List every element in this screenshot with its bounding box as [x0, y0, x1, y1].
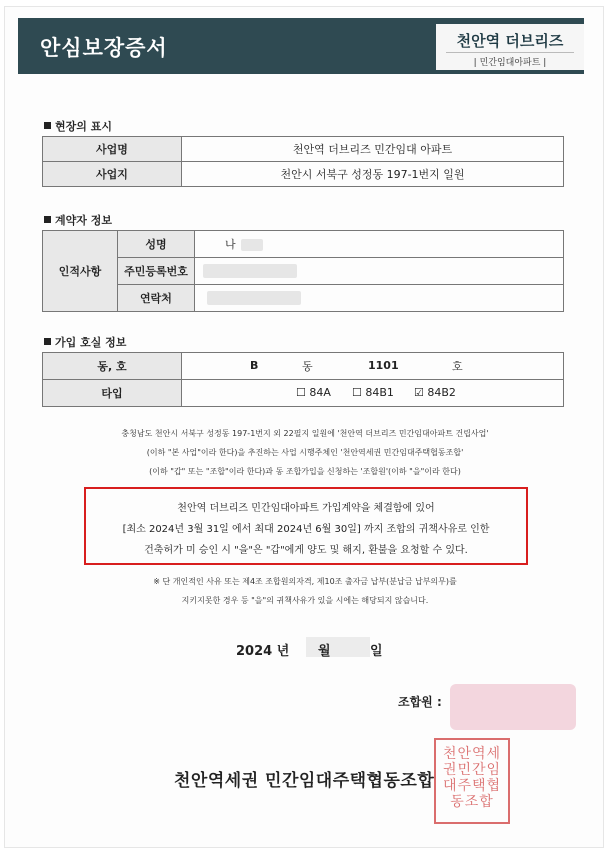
contact-label: 연락처: [118, 285, 195, 312]
guarantee-box: [84, 487, 528, 565]
project-name-label: 사업명: [43, 137, 182, 162]
guarantee-line: 천안역 더브리즈 민간임대아파트 가입계약을 체결함에 있어: [177, 503, 435, 514]
header-bar: [18, 18, 584, 74]
intro-line: 충청남도 천안시 서북구 성정동 197-1번지 외 22필지 일원에 '천안역 더브리즈 민간임대아파트 건립사업': [121, 429, 489, 438]
checked-checkbox-icon: ☑: [414, 386, 424, 399]
dong-suffix: 동: [302, 360, 313, 373]
date-day: 일: [370, 644, 383, 659]
redacted-day: [340, 637, 370, 657]
dong-ho-value-cell: [182, 353, 564, 380]
site-section-heading: 현장의 표시: [44, 118, 112, 134]
ho-suffix: 호: [452, 360, 463, 373]
project-name-value: 천안역 더브리즈 민간임대 아파트: [182, 137, 564, 162]
intro-paragraph: [30, 424, 580, 481]
note-line: ※ 단 개인적인 사유 또는 제4조 조합원의자격, 제10조 출자금 납부(분납금 납부의무)를: [153, 577, 457, 586]
resident-number-value-cell: [195, 258, 564, 285]
brand-name: 천안역 더브리즈: [456, 32, 564, 50]
name-label: 성명: [118, 231, 195, 258]
note-line: 지키지못한 경우 등 "을"의 귀책사유가 있을 시에는 해당되지 않습니다.: [181, 596, 429, 605]
table-row: [43, 231, 564, 258]
exception-note: [70, 572, 540, 610]
bullet-square-icon: [44, 338, 51, 345]
type-option-84a[interactable]: ☐ 84A: [296, 386, 331, 399]
organization-name: 천안역세권 민간임대주택협동조합: [174, 771, 435, 791]
table-row: [43, 380, 564, 407]
type-option-84b1[interactable]: ☐ 84B1: [352, 386, 394, 399]
guarantee-line: 건축허가 미 승인 시 "을"은 "갑"에게 양도 및 해지, 환불을 요청할 수 있다.: [144, 545, 468, 556]
unit-section-heading: 가입 호실 정보: [44, 334, 126, 350]
brand-subtitle: | 민간임대아파트 |: [446, 52, 574, 68]
guarantee-line: [최소 2024년 3월 31일 에서 최대 2024년 6월 30일] 까지 조합의 귀책사유로 인한: [122, 524, 490, 535]
official-seal-stamp: 천안역세 권민간임 대주택협 동조합: [434, 738, 510, 824]
dong-ho-label: 동, 호: [43, 353, 182, 380]
building-value: B: [250, 359, 259, 372]
redacted-contact: [207, 291, 301, 305]
date-year: 2024 년: [236, 644, 290, 659]
name-value-cell: [195, 231, 564, 258]
intro-line: (이하 "본 사업"이라 한다)을 추진하는 사업 시행주체인 '천안역세권 민간임대주택협동조합': [146, 448, 464, 457]
table-row: [43, 353, 564, 380]
redacted-name: [241, 239, 263, 251]
table-row: [43, 162, 564, 187]
bullet-square-icon: [44, 122, 51, 129]
brand-logo: [436, 24, 584, 70]
date-month: 월: [318, 644, 331, 659]
table-row: [43, 258, 564, 285]
bullet-square-icon: [44, 216, 51, 223]
intro-line: (이하 "갑" 또는 "조합"이라 한다)과 동 조합가입을 신청하는 '조합원'(이하 "을"이라 한다): [149, 467, 461, 476]
table-row: [43, 285, 564, 312]
redacted-member-name: [450, 684, 576, 730]
member-label: 조합원 :: [398, 695, 442, 709]
table-row: [43, 137, 564, 162]
contractor-table: [42, 230, 564, 312]
type-option-84b2[interactable]: ☑ 84B2: [414, 386, 456, 399]
resident-number-label: 주민등록번호: [118, 258, 195, 285]
redacted-resident-number: [203, 264, 297, 278]
unit-number-value: 1101: [368, 359, 399, 372]
personal-info-label: 인적사항: [43, 231, 118, 312]
document-title: 안심보장증서: [40, 36, 168, 60]
type-label: 타입: [43, 380, 182, 407]
type-options-cell: [182, 380, 564, 407]
checkbox-icon: ☐: [296, 386, 306, 399]
site-table: [42, 136, 564, 187]
project-site-value: 천안시 서북구 성정동 197-1번지 일원: [182, 162, 564, 187]
contractor-section-heading: 계약자 정보: [44, 212, 112, 228]
project-site-label: 사업지: [43, 162, 182, 187]
name-value: 나: [225, 238, 236, 251]
checkbox-icon: ☐: [352, 386, 362, 399]
contact-value-cell: [195, 285, 564, 312]
unit-table: [42, 352, 564, 407]
